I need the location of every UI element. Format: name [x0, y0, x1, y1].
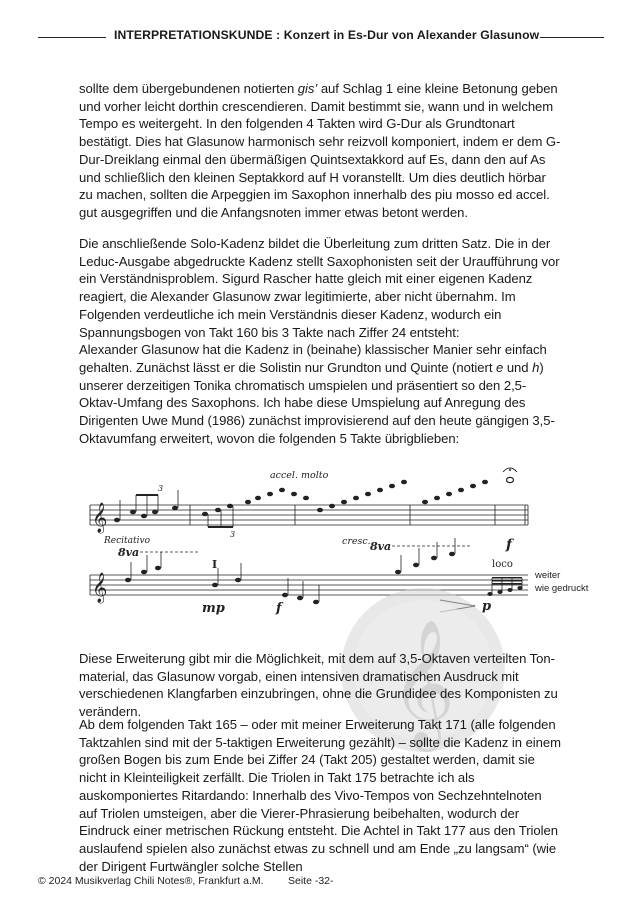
triplet-marker-2: 3	[230, 530, 236, 539]
dynamic-p: p	[482, 599, 492, 614]
dynamic-mp: mp	[202, 601, 225, 616]
treble-clef-icon: 𝄞	[92, 503, 108, 533]
paragraph-1	[79, 80, 563, 222]
dynamic-f-1: f	[506, 537, 513, 553]
footer-page-number: Seite -32-	[288, 875, 334, 887]
svg-text:𝄞: 𝄞	[390, 618, 456, 746]
paragraph-4: Diese Erweiterung gibt mir die Möglichkeit, mit dem auf 3,5-Oktaven verteilten Tonmaterial, das Glasunow vorgab, einen intensiven dramatischen Ausdruck mit verschiedenen Klangfarben einzubringen, ohne die Grundidee des Komponisten zu verändern.	[79, 651, 558, 720]
page-footer	[38, 875, 334, 887]
p3-text-und: und	[503, 359, 533, 375]
p1-text-a: sollte dem übergebundenen notierten	[79, 81, 298, 96]
p3-text-b: ) unserer derzeitigen Tonika chromatisch umspielen und präsentiert so den 2,5-Oktav-Umfang des Saxophons. Ich habe diese Umspielung auf Anregung des Dirigenten Uwe Mund (1986) zunächst improvisierend auf den heute gängigen 3,5-Oktavumfang erweitert, wovon die folgenden 5 Takte übrigblieben:	[79, 359, 555, 446]
recitativo-marking: Recitativo	[104, 536, 151, 546]
gedruckt-annotation: wie gedruckt	[535, 583, 589, 594]
staff-1	[90, 505, 528, 525]
treble-clef-icon-2: 𝄞	[92, 573, 108, 603]
p1-note-gis: gis’	[297, 81, 318, 96]
p1-text-b: auf Schlag 1 eine kleine Betonung geben und vorher leicht dorthin crescendieren. Damit bestimmt sie, wann und in welchem Tempo es weitergeht. In den folgenden 4 Takten wird G-Dur als Grundtonart bestätigt. Dies hat Glasunow harmonisch sehr reizvoll komponiert, indem er dem G-Dur-Dreiklang einmal den übermäßigen Quintsextakkord auf Es, dann den auf As und schließlich den kleinen Septakkord auf H voranstellt. Um dies deutlich hörbar zu machen, sollten die Arpeggien im Saxophon innerhalb des piu mosso ed accel. gut ausgegriffen und die Anfangsnoten immer etwas betont werden.	[79, 81, 561, 220]
paragraph-2: Die anschließende Solo-Kadenz bildet die Überleitung zum dritten Satz. Die in der Leduc-Ausgabe abgedruckte Kadenz stellt Saxophonisten seit der Uraufführung vor ein Verständnisproblem. Sigurd Rascher hatte gleich mit einer eigenen Kadenz reagiert, die Alexander Glasunow zwar legitimierte, aber nicht übernahm. Im Folgenden verdeutliche ich mein Verständnis dieser Kadenz, wodurch ein Spannungsbogen von Takt 160 bis 3 Takte nach Ziffer 24 entsteht:	[79, 236, 560, 340]
header-title: INTERPRETATIONSKUNDE : Konzert in Es-Dur von Alexander Glasunow	[114, 28, 540, 42]
ottava-marking-2: 8va	[370, 540, 392, 553]
page-header	[38, 27, 604, 47]
accel-marking: accel. molto	[270, 470, 329, 481]
p3-text-a: Alexander Glasunow hat die Kadenz in (beinahe) klassischer Manier sehr einfach gehalten. Zunächst lässt er die Solistin nur Grundton und Quinte (notiert	[79, 342, 547, 375]
header-rule-right	[540, 37, 604, 38]
triplet-marker-1: 3	[158, 484, 164, 493]
header-rule-left	[38, 37, 106, 38]
footer-copyright: © 2024 Musikverlag Chili Notes®, Frankfurt a.M.	[38, 875, 264, 887]
paragraph-5: Ab dem folgenden Takt 165 – oder mit meiner Erweiterung Takt 171 (alle folgenden Taktzahlen sind mit der 5-taktigen Erweiterung gezählt) – sollte die Kadenz in einem großen Bogen bis zum Ende bei Ziffer 24 (Takt 205) gestaltet werden, damit sie nicht in Kleinteiligkeit zerfällt. Die Triolen in Takt 175 betrachte ich als auskomponiertes Ritardando: Innerhalb des Vivo-Tempos von Sechzehntelnoten auf Triolen umsteigen, aber die Vierer-Phrasierung beibehalten, wodurch der Eindruck einer metrischen Rückung entsteht. Die Achtel in Takt 177 aus den Triolen auslaufend spielen also zunächst etwas zu schnell und am Ende „zu langsam“ (wie der Dirigent Furtwängler solche Stellen	[79, 717, 561, 874]
ottava-marking-1: 8va	[118, 546, 140, 559]
register-marking: I	[212, 558, 218, 571]
cresc-marking: cresc.	[342, 536, 371, 547]
loco-marking: loco	[492, 559, 513, 570]
weiter-annotation: weiter	[535, 570, 561, 581]
paragraph-3	[79, 341, 563, 447]
p3-note-h: h	[532, 359, 540, 375]
dynamic-f-2: f	[276, 601, 282, 616]
paragraph-2-3	[79, 235, 563, 447]
p3-note-e: e	[496, 359, 504, 375]
